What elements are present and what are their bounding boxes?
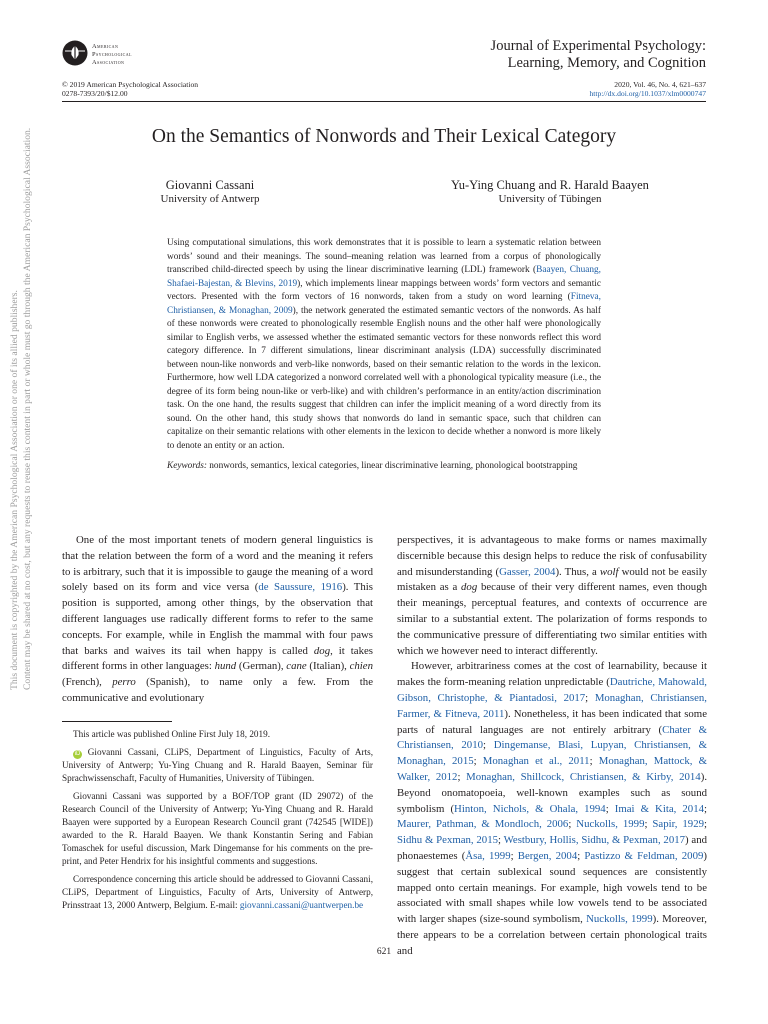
separator: ;	[644, 818, 653, 831]
italic-term: hund	[214, 660, 237, 673]
citation-link[interactable]: Baayen, Chuang, Shafaei-Bajestan, & Blevins, 2019	[167, 265, 601, 289]
apa-logo-icon	[62, 40, 88, 66]
separator: ;	[704, 818, 708, 831]
separator: ;	[585, 691, 595, 704]
side-copyright-notice: This document is copyrighted by the American Psychological Association or one of its allied publishers.	[9, 290, 20, 690]
author-name: Yu-Ying Chuang and R. Harald Baayen	[451, 178, 649, 192]
email-link[interactable]: giovanni.cassani@uantwerpen.be	[239, 900, 364, 910]
citation-link[interactable]: Hinton, Nichols, & Ohala, 1994	[454, 802, 606, 815]
citation-link[interactable]: Monaghan, Christiansen, Farmer, & Fitneva, 2011	[397, 691, 707, 720]
text-span: However, arbitrariness comes at the cost of learnability, because it makes the form-meaning relation unpredictable (	[397, 660, 707, 689]
italic-term: perro	[112, 676, 136, 689]
citation-link[interactable]: Westbury, Hollis, Sidhu, & Pexman, 2017	[503, 834, 686, 847]
author-name: Giovanni Cassani	[165, 178, 255, 192]
citation-link[interactable]: Sapir, 1929	[652, 818, 705, 831]
publisher-line: Psychological	[92, 51, 132, 58]
citation-link[interactable]: Dautriche, Mahowald, Gibson, Christophe, & Piantadosi, 2017	[397, 676, 707, 704]
citation-link[interactable]: Fitneva, Christiansen, & Monaghan, 2009	[167, 292, 601, 316]
separator: ;	[510, 849, 518, 862]
abstract-span: ), which implements linear mappings between words’ form vectors and semantic vectors. Presented with the form vectors of 16 nonwords, taken from a study on word learning (	[167, 278, 601, 302]
abstract-span: Using computational simulations, this work demonstrates that it is possible to learn a systematic relation between words’ sound and their meanings. The sound–meaning relation was learned from a corpus of phonologically transcribed child-directed speech by using the linear discriminative learning (LDL) framework (	[167, 238, 601, 275]
separator: ;	[577, 849, 585, 862]
separator: ;	[589, 755, 599, 768]
footnotes	[62, 728, 373, 917]
italic-term: cane	[286, 660, 307, 673]
text-span: ). Beyond onomatopoeia, well-known examples such as sound symbolism (	[397, 770, 708, 815]
italic-term: wolf	[599, 565, 619, 578]
text-span: , it takes different forms in other languages:	[62, 644, 373, 673]
italic-term: dog	[461, 581, 478, 594]
keywords-list: nonwords, semantics, lexical categories, linear discriminative learning, phonological bootstrapping	[206, 461, 578, 471]
copyright-block	[62, 80, 198, 98]
footnote: This article was published Online First July 18, 2019.	[73, 729, 271, 739]
publisher-name	[92, 43, 132, 67]
journal-line: Learning, Memory, and Cognition	[507, 55, 706, 71]
footnote-divider	[62, 721, 172, 722]
italic-term: dog	[313, 644, 331, 657]
text-span: because of their very different names, even though their meanings, perceptual features, and contexts of occurrence are similar to a substantial extent. The polarization of forms responds to the communicative pressure of differentiating two similar entities with which we however need to interact differently.	[397, 581, 707, 657]
footnote	[62, 746, 373, 785]
abstract-text	[167, 237, 601, 453]
keywords	[167, 460, 601, 474]
text-span: (French),	[62, 676, 113, 689]
text-span: (Spanish), to name only a few. From the communicative and evolutionary	[62, 676, 373, 704]
separator: ;	[498, 834, 504, 847]
journal-line: Journal of Experimental Psychology:	[490, 38, 706, 54]
publisher-line: Association	[92, 59, 125, 66]
publisher-line: American	[92, 43, 119, 50]
text-span: ) suggest that certain sublexical sound sequences are consistently mapped onto certain meanings. For example, high vowels tend to be associated with small shapes while low vowels tend to be associated with larger shapes (size-sound symbolism,	[397, 849, 707, 926]
italic-term: chien	[349, 660, 373, 673]
citation-link[interactable]: Maurer, Pathman, & Mondloch, 2006	[397, 818, 569, 831]
body-column-right	[397, 533, 707, 960]
footnote-text: Giovanni Cassani, CLiPS, Department of Linguistics, Faculty of Arts, University of Antwerp; Yu-Ying Chuang and R. Harald Baayen, Seminar für Sprachwissenschaft, Faculty of Humanities, University of Tübingen.	[62, 747, 373, 783]
text-span: ). Moreover, there appears to be a correlation between certain phonological traits and	[397, 913, 707, 957]
citation-link[interactable]: Monaghan et al., 2011	[482, 755, 590, 768]
author-affiliation: University of Antwerp	[160, 193, 260, 205]
doi-link[interactable]: http://dx.doi.org/10.1037/xlm0000747	[589, 89, 706, 98]
text-span: One of the most important tenets of modern general linguistics is that the relation between the form of a word and the meaning it refers to is arbitrary, such that it is impossible to gauge the meaning of a word solely based on its form and vice versa (	[62, 534, 373, 594]
footnote-text: Correspondence concerning this article should be addressed to Giovanni Cassani, CLiPS, Department of Linguistics, Faculty of Arts, University of Antwerp, Prinsstraat 13, 2000 Antwerp, Belgium. E-mail:	[62, 874, 373, 910]
paragraph	[397, 659, 707, 959]
citation-link[interactable]: Gasser, 2004	[499, 565, 556, 578]
article-title: On the Semantics of Nonwords and Their Lexical Category	[151, 126, 617, 147]
author-block-2	[425, 178, 675, 206]
text-span: ). Nonetheless, it has been indicated that some parts of natural languages are not entirely arbitrary (	[397, 707, 707, 736]
footnote	[62, 873, 373, 912]
citation-link[interactable]: Nuckolls, 1999	[586, 913, 653, 926]
abstract	[167, 237, 601, 474]
author-block-1	[120, 178, 300, 206]
journal-name	[491, 38, 706, 72]
text-span: ). This position is supported, among other things, by the observation that different languages use radically different forms to refer to the same concepts. For example, while in English the mammal with four paws that barks and waives its tail when happy is called	[62, 581, 373, 657]
side-reuse-notice: Content may be shared at no cost, but any requests to reuse this content in part or whole must go through the American Psychological Association.	[22, 127, 33, 690]
separator: ;	[568, 818, 577, 831]
citation-link[interactable]: Imai & Kita, 2014	[614, 802, 704, 815]
volume-block	[589, 80, 706, 98]
citation-link[interactable]: Dingemanse, Blasi, Lupyan, Christiansen, & Monaghan, 2015	[397, 739, 707, 768]
citation-link[interactable]: Nuckolls, 1999	[576, 818, 645, 831]
keywords-label: Keywords:	[167, 461, 207, 471]
paragraph	[62, 533, 373, 707]
citation-link[interactable]: Chater & Christiansen, 2010	[397, 723, 707, 752]
citation-link[interactable]: Sidhu & Pexman, 2015	[397, 834, 498, 847]
citation-link[interactable]: Monaghan, Shillcock, Christiansen, & Kirby, 2014	[466, 770, 701, 783]
separator: ;	[457, 770, 467, 783]
copyright-line: © 2019 American Psychological Association	[62, 80, 199, 89]
header-divider	[62, 101, 706, 102]
separator: ;	[605, 802, 615, 815]
abstract-span: ), the network generated the estimated semantic vectors of the nonwords. As half of these nonwords were created to phonologically resemble English nouns and the other half were phonologically similar to English verbs, we assessed whether the estimated semantic vectors for these nonwords reflect this word category difference. In 7 different simulations, linear discriminant analysis (LDA) successfully discriminated between noun-like nonwords and verb-like nonwords, based on their semantic relation to the words in the lexicon. Furthermore, how well LDA categorized a nonword correlated well with a phonological typicality measure (i.e., the degree of its form being noun-like or verb-like) and with children’s performance in an entity/action discrimination task. On the one hand, the results suggest that children can infer the implicit meaning of a word directly from its sound. On the other hand, this study shows that nonwords do land in semantic space, such that children can capitalize on their semantic relations with other elements in the lexicon to decide whether a nonword is more likely to denote an entity or an action.	[167, 305, 601, 451]
text-span: perspectives, it is advantageous to make forms or names maximally discernible because this design helps to reduce the risk of confusability and misunderstanding (	[397, 534, 707, 578]
text-span: ) and phonaestemes (	[397, 834, 707, 862]
separator: ;	[473, 755, 483, 768]
footnote: Giovanni Cassani was supported by a BOF/TOP grant (ID 29072) of the Research Council of the University of Antwerp; Yu-Ying Chuang and R. Harald Baayen were supported by a European Research Council grant (742545 [WIDE]) awarded to the R. Harald Baayen. We thank Konstantin Sering and Fabian Tomaschek for useful discussion, Mark Dingemanse for his comments on the pre-print, and Peter Hendrix for his insightful comments and suggestions.	[62, 791, 373, 866]
citation-link[interactable]: Åsa, 1999	[465, 849, 511, 862]
separator: ;	[483, 739, 494, 752]
volume-info: 2020, Vol. 46, No. 4, 621–637	[614, 80, 706, 89]
text-span: would not be easily mistaken as a	[397, 565, 707, 594]
page-number: 621	[376, 947, 392, 957]
separator: ;	[704, 802, 707, 815]
text-span: ). Thus, a	[555, 565, 600, 578]
citation-link[interactable]: Bergen, 2004	[517, 849, 578, 862]
author-affiliation: University of Tübingen	[498, 193, 602, 205]
citation-link[interactable]: de Saussure, 1916	[258, 581, 343, 594]
text-span: (Italian),	[306, 660, 350, 673]
issn-price: 0278-7393/20/$12.00	[62, 89, 128, 98]
text-span: (German),	[236, 660, 287, 673]
body-column-left	[62, 533, 373, 707]
paragraph	[397, 533, 707, 659]
citation-link[interactable]: Pastizzo & Feldman, 2009	[584, 849, 704, 862]
orcid-icon[interactable]: iD	[74, 751, 81, 757]
citation-link[interactable]: Monaghan, Mattock, & Walker, 2012	[397, 755, 708, 783]
